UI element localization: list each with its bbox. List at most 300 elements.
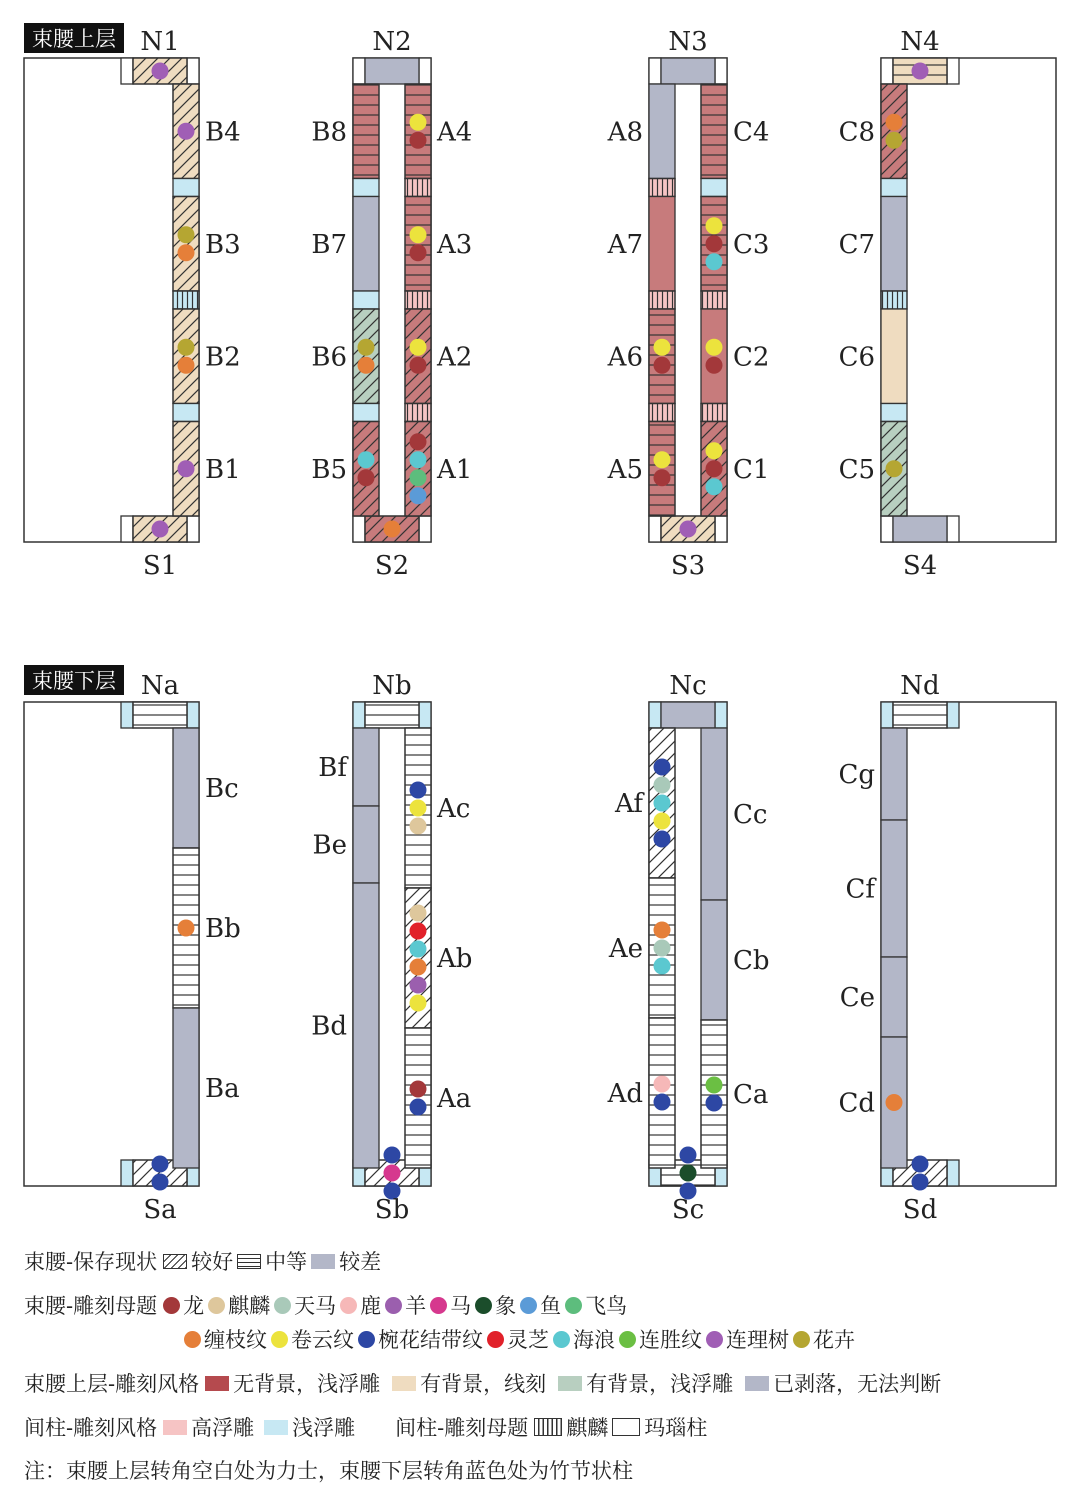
wanhua-motif-dot xyxy=(654,759,671,776)
panel-label: Af xyxy=(615,789,643,819)
wanhua-motif-dot xyxy=(410,782,427,799)
huahui-motif-dot xyxy=(886,460,903,477)
qilin-motif-dot xyxy=(410,905,427,922)
juanyun-motif-dot xyxy=(410,800,427,817)
inter-pillar xyxy=(173,179,199,197)
panel-label: A4 xyxy=(437,117,473,148)
hailang-motif-dot xyxy=(358,451,375,468)
panel-Be xyxy=(353,806,379,883)
huahui-motif-dot xyxy=(886,132,903,149)
chanzhi-motif-dot xyxy=(178,244,195,261)
long-motif-dot xyxy=(706,235,723,252)
legend-pillar xyxy=(24,1412,711,1442)
corner-pillar xyxy=(353,702,365,728)
vbar-swatch-icon xyxy=(534,1418,562,1436)
motif-legend-label: 连胜纹 xyxy=(639,1328,702,1352)
motif-legend-item xyxy=(358,1324,483,1354)
panel-Bd xyxy=(353,883,379,1168)
motif-legend-label: 连理树 xyxy=(726,1328,789,1352)
xiang-motif-dot xyxy=(680,1165,697,1182)
motif-legend-item xyxy=(475,1290,516,1320)
motif-legend-item xyxy=(430,1290,471,1320)
lianli-motif-dot xyxy=(912,63,929,80)
hailang-motif-dot xyxy=(706,478,723,495)
chanzhi-motif-dot xyxy=(410,959,427,976)
chanzhi-motif-dot xyxy=(178,920,195,937)
wanhua-motif-dot xyxy=(152,1174,169,1191)
panel-label: Cf xyxy=(845,874,875,905)
chanzhi-motif-dot xyxy=(886,114,903,131)
inter-pillar xyxy=(173,404,199,422)
corner-pillar xyxy=(187,58,199,84)
long-motif-dot xyxy=(706,357,723,374)
corner-pillar xyxy=(353,58,365,84)
unit-bottom-label: S1 xyxy=(142,551,178,581)
long-motif-dot xyxy=(654,469,671,486)
long-motif-dot xyxy=(410,244,427,261)
panel-label: Ca xyxy=(733,1080,769,1110)
panel-label: C5 xyxy=(838,454,875,485)
motif-legend-item xyxy=(793,1324,855,1354)
motif-legend-item xyxy=(565,1290,627,1320)
long-motif-dot xyxy=(410,1081,427,1098)
legend-motifs-row1 xyxy=(24,1290,631,1320)
unit-top-label: Nc xyxy=(669,671,707,701)
lingzhi-motif-dot xyxy=(410,923,427,940)
panel-label: Ad xyxy=(607,1079,643,1109)
lianli-motif-dot xyxy=(152,63,169,80)
chanzhi-dot-icon xyxy=(184,1331,201,1348)
gray-swatch-icon xyxy=(311,1254,335,1269)
juanyun-motif-dot xyxy=(706,442,723,459)
inter-pillar-pattern xyxy=(405,404,431,422)
long-motif-dot xyxy=(410,132,427,149)
lianli-motif-dot xyxy=(178,123,195,140)
motif-legend-label: 海浪 xyxy=(573,1328,615,1352)
tianma-motif-dot xyxy=(654,777,671,794)
lianli-motif-dot xyxy=(178,460,195,477)
panel-label: Cb xyxy=(733,946,770,976)
ma-motif-dot xyxy=(384,1165,401,1182)
legend-poor: 较差 xyxy=(339,1250,382,1274)
legend-preservation-label: 束腰-保存现状 xyxy=(24,1250,158,1274)
panel-Ba xyxy=(173,1008,199,1168)
corner-pillar xyxy=(947,516,959,542)
corner-pillar xyxy=(419,702,431,728)
motif-legend-label: 鹿 xyxy=(360,1294,382,1318)
panel-label: Ce xyxy=(839,983,875,1013)
panel-A8 xyxy=(649,84,675,179)
inter-pillar-pattern xyxy=(173,291,199,309)
juanyun-motif-dot xyxy=(654,813,671,830)
feiniao-motif-dot xyxy=(410,469,427,486)
panel-Ad-pattern xyxy=(649,1018,675,1168)
hatch-swatch-icon xyxy=(163,1254,187,1269)
motif-legend-item xyxy=(163,1290,204,1320)
panel-label: Bd xyxy=(311,1011,347,1042)
panel-label: A5 xyxy=(607,454,643,485)
panel-Cf xyxy=(881,820,907,957)
panel-label: Cc xyxy=(733,800,768,830)
inter-pillar-pattern xyxy=(701,291,727,309)
wanhua-motif-dot xyxy=(152,1156,169,1173)
motif-legend-label: 飞鸟 xyxy=(585,1294,628,1318)
corner-pillar xyxy=(121,1160,133,1186)
panel-B2-pattern xyxy=(173,309,199,404)
long-motif-dot xyxy=(654,357,671,374)
motif-legend-label: 天马 xyxy=(294,1294,337,1318)
panel-A5-pattern xyxy=(649,422,675,517)
panel-label: C3 xyxy=(733,229,770,260)
wanhua-motif-dot xyxy=(706,1095,723,1112)
juanyun-motif-dot xyxy=(706,339,723,356)
corner-pillar xyxy=(649,702,661,728)
wanhua-motif-dot xyxy=(912,1156,929,1173)
motif-legend-label: 椀花结带纹 xyxy=(378,1328,483,1352)
motif-legend-label: 缠枝纹 xyxy=(204,1328,267,1352)
panel-Cc xyxy=(701,728,727,900)
motif-legend-label: 卷云纹 xyxy=(291,1328,354,1352)
bottom-cap xyxy=(893,516,947,542)
box-swatch-icon xyxy=(612,1418,640,1436)
unit-top-label: N1 xyxy=(140,27,180,57)
panel-label: Aa xyxy=(437,1084,472,1114)
corner-pillar xyxy=(419,58,431,84)
corner-pillar xyxy=(881,516,893,542)
corner-pillar xyxy=(121,702,133,728)
motif-legend-item xyxy=(271,1324,354,1354)
legend-preservation xyxy=(24,1246,385,1276)
inter-pillar xyxy=(353,404,379,422)
motif-legend-item xyxy=(340,1290,381,1320)
motif-legend-label: 马 xyxy=(450,1294,472,1318)
panel-label: Cg xyxy=(838,760,875,790)
chanzhi-motif-dot xyxy=(178,357,195,374)
qilin-dot-icon xyxy=(208,1297,225,1314)
juanyun-motif-dot xyxy=(654,451,671,468)
lianli-motif-dot xyxy=(152,521,169,538)
panel-label: C8 xyxy=(838,117,875,148)
panel-label: Ac xyxy=(437,794,471,824)
inter-pillar xyxy=(701,179,727,197)
motif-legend-item xyxy=(619,1324,702,1354)
wanhua-motif-dot xyxy=(654,1094,671,1111)
pink-swatch-icon xyxy=(163,1420,187,1435)
gray-swatch-icon xyxy=(745,1376,769,1391)
lingzhi-dot-icon xyxy=(487,1331,504,1348)
panel-label: Cd xyxy=(838,1088,875,1119)
tianma-motif-dot xyxy=(654,940,671,957)
unit-top-label: N3 xyxy=(668,27,708,57)
motif-legend-label: 象 xyxy=(495,1294,517,1318)
panel-label: A8 xyxy=(607,117,643,148)
legend-upper-style-label: 束腰上层-雕刻风格 xyxy=(24,1372,200,1396)
unit-bottom-label: Sc xyxy=(671,1195,705,1220)
panel-A2-pattern xyxy=(405,309,431,404)
ma-dot-icon xyxy=(430,1297,447,1314)
corner-pillar xyxy=(715,516,727,542)
panel-label: B4 xyxy=(205,117,241,148)
motif-legend-item xyxy=(487,1324,549,1354)
legend-medium: 中等 xyxy=(265,1250,308,1274)
panel-label: B3 xyxy=(205,229,241,260)
panel-label: B8 xyxy=(311,117,347,148)
unit-top-label: Nd xyxy=(900,671,940,701)
hailang-motif-dot xyxy=(410,941,427,958)
top-cap xyxy=(661,58,715,84)
panel-label: A7 xyxy=(607,229,643,260)
chanzhi-motif-dot xyxy=(384,521,401,538)
long-motif-dot xyxy=(410,433,427,450)
panel-B5-pattern xyxy=(353,422,379,517)
panel-A6-pattern xyxy=(649,309,675,404)
lu-motif-dot xyxy=(654,1076,671,1093)
unit-bottom-label: Sb xyxy=(374,1195,410,1220)
chanzhi-motif-dot xyxy=(654,922,671,939)
inter-pillar-pattern xyxy=(881,291,907,309)
motif-legend-label: 羊 xyxy=(405,1294,427,1318)
panel-label: C7 xyxy=(838,229,875,260)
inter-pillar-pattern xyxy=(649,179,675,197)
panel-label: Bb xyxy=(205,914,241,944)
panel-Cb xyxy=(701,900,727,1020)
panel-C2 xyxy=(701,309,727,404)
yu-motif-dot xyxy=(410,487,427,504)
panel-A7 xyxy=(649,197,675,292)
lower-title: 束腰下层 xyxy=(32,669,116,693)
corner-pillar xyxy=(947,58,959,84)
tianma-dot-icon xyxy=(274,1297,291,1314)
feiniao-dot-icon xyxy=(565,1297,582,1314)
corner-pillar xyxy=(187,702,199,728)
inter-pillar xyxy=(881,404,907,422)
unit-top-label: N4 xyxy=(900,27,940,57)
panel-label: A6 xyxy=(607,342,643,373)
long-motif-dot xyxy=(410,357,427,374)
corner-pillar xyxy=(121,58,133,84)
panel-label: Ae xyxy=(608,934,643,964)
inter-pillar-pattern xyxy=(649,404,675,422)
panel-label: C1 xyxy=(733,454,770,485)
huahui-motif-dot xyxy=(178,339,195,356)
lianli-motif-dot xyxy=(680,521,697,538)
long-motif-dot xyxy=(706,460,723,477)
top-cap xyxy=(661,702,715,728)
corner-pillar xyxy=(353,516,365,542)
panel-Bf xyxy=(353,728,379,806)
hailang-motif-dot xyxy=(410,451,427,468)
inter-pillar-pattern xyxy=(405,291,431,309)
long-motif-dot xyxy=(358,469,375,486)
panel-label: Bf xyxy=(318,753,347,783)
huahui-motif-dot xyxy=(358,339,375,356)
panel-C4-pattern xyxy=(701,84,727,179)
legend-motifs-label: 束腰-雕刻母题 xyxy=(24,1294,158,1318)
unit-bottom-label: Sa xyxy=(143,1195,177,1220)
legend-agate-pillar: 玛瑙柱 xyxy=(644,1416,708,1440)
huahui-motif-dot xyxy=(178,226,195,243)
panel-Ce xyxy=(881,957,907,1037)
wanhua-dot-icon xyxy=(358,1331,375,1348)
corner-pillar xyxy=(881,702,893,728)
juanyun-motif-dot xyxy=(654,339,671,356)
juanyun-motif-dot xyxy=(410,114,427,131)
red-swatch-icon xyxy=(205,1376,229,1391)
wanhua-motif-dot xyxy=(410,1099,427,1116)
motif-legend-item xyxy=(184,1324,267,1354)
lu-dot-icon xyxy=(340,1297,357,1314)
lianli-dot-icon xyxy=(706,1331,723,1348)
panel-label: Bc xyxy=(205,774,239,804)
motif-legend-label: 花卉 xyxy=(813,1328,855,1352)
corner-pillar xyxy=(947,1160,959,1186)
legend-note xyxy=(24,1455,633,1485)
unit-top-label: Nb xyxy=(372,671,412,701)
wanhua-motif-dot xyxy=(680,1147,697,1164)
inter-pillar-pattern xyxy=(405,179,431,197)
motif-legend-item xyxy=(553,1324,615,1354)
wanhua-motif-dot xyxy=(912,1174,929,1191)
motif-legend-item xyxy=(274,1290,336,1320)
motif-legend-label: 鱼 xyxy=(540,1294,562,1318)
corner-pillar xyxy=(649,58,661,84)
qilin-motif-dot xyxy=(410,818,427,835)
hailang-dot-icon xyxy=(553,1331,570,1348)
legend-style-4: 已剥落，无法判断 xyxy=(773,1372,942,1396)
panel-label: A3 xyxy=(437,229,473,260)
unit-bottom-label: S4 xyxy=(902,551,938,581)
unit-bottom-label: S2 xyxy=(374,551,410,581)
juanyun-motif-dot xyxy=(706,217,723,234)
panel-B7 xyxy=(353,197,379,292)
motif-legend-label: 麒麟 xyxy=(228,1294,271,1318)
unit-bottom-label: Sd xyxy=(902,1195,938,1220)
wanhua-motif-dot xyxy=(654,831,671,848)
legend-high-relief: 高浮雕 xyxy=(191,1416,255,1440)
inter-pillar-pattern xyxy=(701,404,727,422)
legend-motifs-row2 xyxy=(184,1324,859,1354)
juanyun-motif-dot xyxy=(410,339,427,356)
unit-top-label: N2 xyxy=(372,27,412,57)
juanyun-motif-dot xyxy=(410,995,427,1012)
tan-swatch-icon xyxy=(392,1376,416,1391)
inter-pillar xyxy=(881,179,907,197)
panel-label: Be xyxy=(312,830,347,861)
panel-label: B1 xyxy=(205,454,241,485)
legend-low-relief: 浅浮雕 xyxy=(292,1416,356,1440)
liansheng-dot-icon xyxy=(619,1331,636,1348)
legend-style-2: 有背景，线刻 xyxy=(420,1372,547,1396)
panel-label: Ab xyxy=(437,944,473,974)
legend-good: 较好 xyxy=(191,1250,234,1274)
panel-B3-pattern xyxy=(173,197,199,292)
hailang-motif-dot xyxy=(654,958,671,975)
huahui-dot-icon xyxy=(793,1331,810,1348)
legend-pillar-motif-label: 间柱-雕刻母题 xyxy=(395,1416,529,1440)
panel-label: A1 xyxy=(437,454,473,485)
inter-pillar xyxy=(353,179,379,197)
top-cap-pattern xyxy=(365,702,419,728)
panel-Ca-pattern xyxy=(701,1020,727,1168)
hbar-swatch-icon xyxy=(237,1254,261,1269)
unit-top-label: Na xyxy=(140,671,180,701)
motif-legend-label: 龙 xyxy=(183,1294,205,1318)
panel-B6-pattern xyxy=(353,309,379,404)
wanhua-motif-dot xyxy=(384,1147,401,1164)
motif-legend-label: 灵芝 xyxy=(507,1328,549,1352)
panel-C8-pattern xyxy=(881,84,907,179)
juanyun-motif-dot xyxy=(410,226,427,243)
inter-pillar xyxy=(353,291,379,309)
note-text: 注：束腰上层转角空白处为力士，束腰下层转角蓝色处为竹节状柱 xyxy=(24,1459,633,1483)
upper-title: 束腰上层 xyxy=(32,27,116,51)
panel-B8-pattern xyxy=(353,84,379,179)
green-swatch-icon xyxy=(558,1376,582,1391)
panel-label: C2 xyxy=(733,342,770,373)
motif-legend-item xyxy=(520,1290,561,1320)
sky-swatch-icon xyxy=(264,1420,288,1435)
juanyun-dot-icon xyxy=(271,1331,288,1348)
panel-label: A2 xyxy=(437,342,473,373)
panel-Cg xyxy=(881,728,907,820)
long-dot-icon xyxy=(163,1297,180,1314)
corner-pillar xyxy=(649,516,661,542)
panel-label: B6 xyxy=(311,342,347,373)
inter-pillar-pattern xyxy=(649,291,675,309)
legend-style-1: 无背景，浅浮雕 xyxy=(233,1372,381,1396)
legend-qilin-pillar: 麒麟 xyxy=(566,1416,609,1440)
xiang-dot-icon xyxy=(475,1297,492,1314)
corner-pillar xyxy=(419,516,431,542)
corner-pillar xyxy=(715,58,727,84)
unit-bottom-label: S3 xyxy=(670,551,706,581)
top-cap-pattern xyxy=(893,702,947,728)
hailang-motif-dot xyxy=(654,795,671,812)
panel-label: C4 xyxy=(733,117,770,148)
panel-label: Ba xyxy=(205,1074,240,1104)
corner-pillar xyxy=(187,516,199,542)
panel-Bc xyxy=(173,728,199,848)
corner-pillar xyxy=(947,702,959,728)
panel-Aa-pattern xyxy=(405,1028,431,1168)
legend-pillar-style-label: 间柱-雕刻风格 xyxy=(24,1416,158,1440)
hailang-motif-dot xyxy=(706,253,723,270)
motif-legend-item xyxy=(706,1324,789,1354)
top-cap xyxy=(365,58,419,84)
top-cap-pattern xyxy=(133,702,187,728)
panel-C6 xyxy=(881,309,907,404)
motif-legend-item xyxy=(208,1290,270,1320)
panel-label: B5 xyxy=(311,454,347,485)
panel-A4-pattern xyxy=(405,84,431,179)
panel-label: C6 xyxy=(838,342,875,373)
yu-dot-icon xyxy=(520,1297,537,1314)
motif-legend-item xyxy=(385,1290,426,1320)
corner-pillar xyxy=(715,702,727,728)
chanzhi-motif-dot xyxy=(886,1094,903,1111)
yang-motif-dot xyxy=(410,977,427,994)
corner-pillar xyxy=(881,58,893,84)
yang-dot-icon xyxy=(385,1297,402,1314)
panel-label: B7 xyxy=(311,229,347,260)
liansheng-motif-dot xyxy=(706,1077,723,1094)
corner-pillar xyxy=(121,516,133,542)
panel-label: B2 xyxy=(205,342,241,373)
panel-C7 xyxy=(881,197,907,292)
legend-upper-style xyxy=(24,1368,945,1398)
legend-style-3: 有背景，浅浮雕 xyxy=(586,1372,734,1396)
chanzhi-motif-dot xyxy=(358,357,375,374)
